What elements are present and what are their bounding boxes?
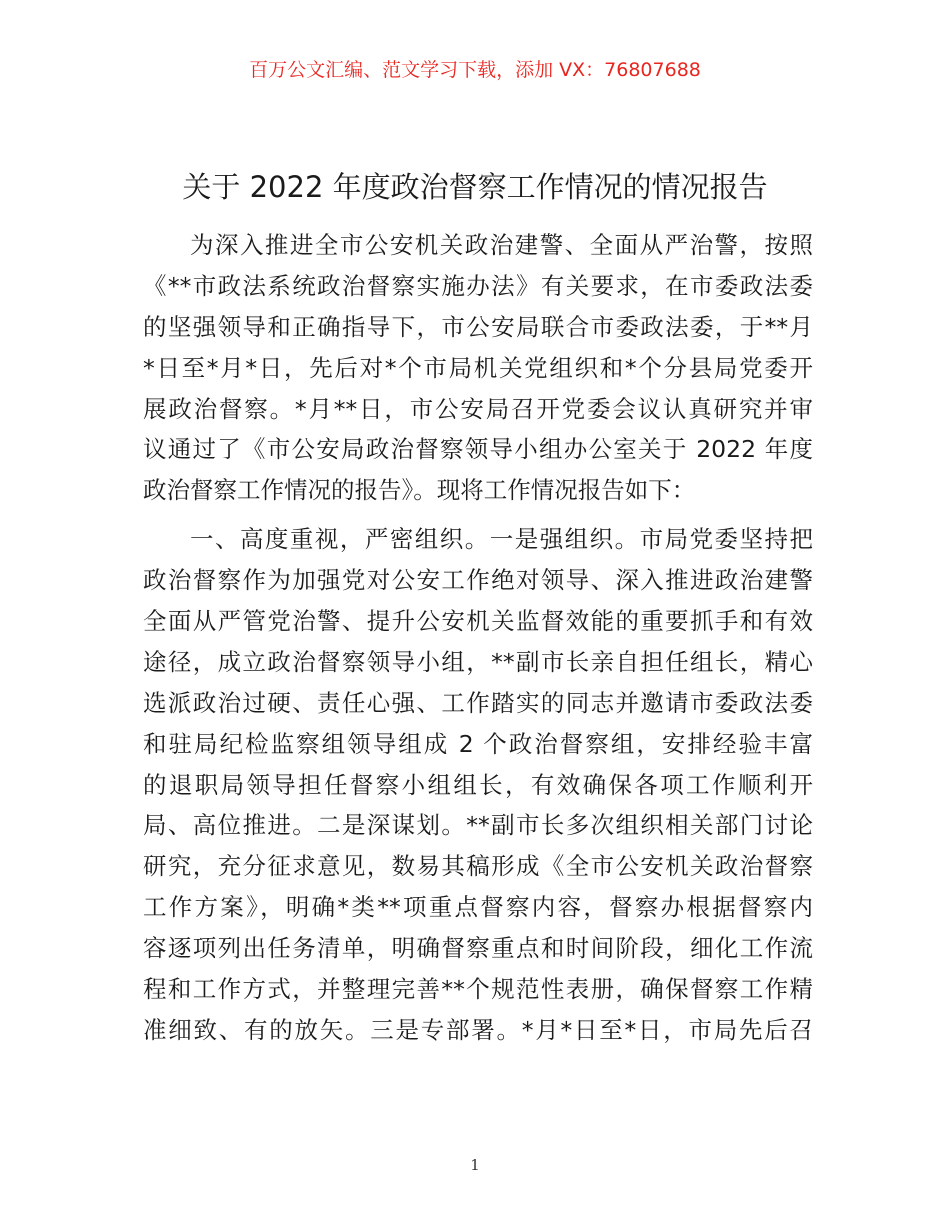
page-number: 1 — [470, 1156, 480, 1174]
paragraph-line: 研究，充分征求意见，数易其稿形成《全市公安机关政治督察 — [143, 852, 813, 881]
paragraph-line: 政治督察工作情况的报告》。现将工作情况报告如下： — [143, 476, 696, 505]
paragraph-line: 程和工作方式，并整理完善**个规范性表册，确保督察工作精 — [143, 975, 813, 1004]
paragraph-line: 准细致、有的放矢。三是专部署。*月*日至*日，市局先后召 — [143, 1015, 813, 1044]
paragraph-line: 《**市政法系统政治督察实施办法》有关要求，在市委政法委 — [143, 271, 813, 300]
paragraph-line: 议通过了《市公安局政治督察领导小组办公室关于 2022 年度 — [143, 435, 813, 464]
paragraph-line: 展政治督察。*月**日，市公安局召开党委会议认真研究并审 — [143, 394, 813, 423]
paragraph-line: 的坚强领导和正确指导下，市公安局联合市委政法委，于**月 — [143, 312, 813, 341]
paragraph-line: 政治督察作为加强党对公安工作绝对领导、深入推进政治建警 — [143, 566, 813, 595]
paragraph-line: 全面从严管党治警、提升公安机关监督效能的重要抓手和有效 — [143, 607, 813, 636]
document-title: 关于 2022 年度政治督察工作情况的情况报告 — [182, 170, 768, 204]
paragraph-line: 选派政治过硬、责任心强、工作踏实的同志并邀请市委政法委 — [143, 688, 813, 717]
document-body — [143, 225, 813, 1051]
paragraph-line: *日至*月*日，先后对*个市局机关党组织和*个分县局党委开 — [143, 353, 813, 382]
paragraph-line: 容逐项列出任务清单，明确督察重点和时间阶段，细化工作流 — [143, 934, 813, 963]
paragraph-line: 工作方案》，明确*类**项重点督察内容，督察办根据督察内 — [143, 893, 813, 922]
paragraph-line: 和驻局纪检监察组领导组成 2 个政治督察组，安排经验丰富 — [143, 729, 813, 758]
paragraph-line: 一、高度重视，严密组织。一是强组织。市局党委坚持把 — [190, 525, 813, 554]
paragraph-line: 为深入推进全市公安机关政治建警、全面从严治警，按照 — [190, 231, 813, 259]
paragraph-gap — [143, 511, 813, 519]
paragraph-line: 的退职局领导担任督察小组组长，有效确保各项工作顺利开 — [143, 770, 813, 799]
paragraph-line: 局、高位推进。二是深谋划。**副市长多次组织相关部门讨论 — [143, 811, 813, 840]
header-watermark-note: 百万公文汇编、范文学习下载，添加 VX：76807688 — [249, 59, 701, 81]
paragraph-line: 途径，成立政治督察领导小组，**副市长亲自担任组长，精心 — [143, 647, 813, 676]
paragraph — [143, 225, 813, 511]
paragraph — [143, 519, 813, 1051]
